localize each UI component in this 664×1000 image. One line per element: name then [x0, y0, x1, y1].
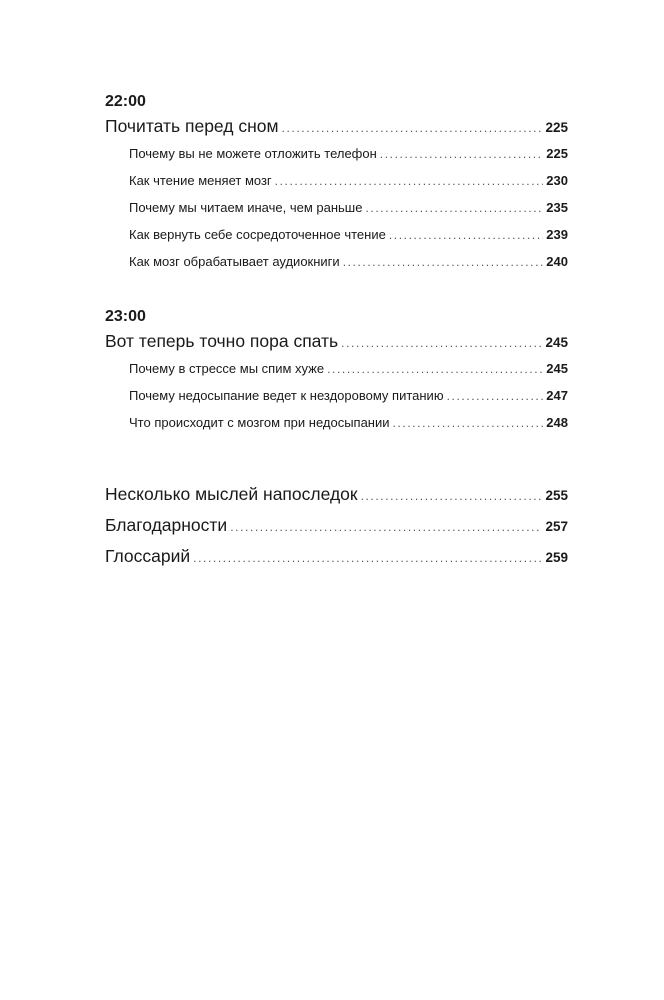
entry-page: 240: [546, 254, 568, 269]
entry-page: 235: [546, 200, 568, 215]
entry-page: 225: [546, 146, 568, 161]
toc-section-2300: [105, 307, 568, 432]
toc-chapter[interactable]: [105, 329, 568, 353]
toc-entry[interactable]: [105, 387, 568, 405]
entry-title: Почему недосыпание ведет к нездоровому питанию: [129, 388, 444, 403]
entry-title: Как вернуть себе сосредоточенное чтение: [129, 227, 386, 242]
chapter-title: Благодарности: [105, 515, 228, 535]
dot-leader: [230, 515, 542, 539]
entry-title: Что происходит с мозгом при недосыпании: [129, 415, 390, 430]
toc-section-2200: [105, 92, 568, 271]
entry-title: Почему в стрессе мы спим хуже: [129, 361, 325, 376]
toc-final-section: [105, 482, 568, 568]
dot-leader: [447, 387, 544, 405]
entry-page: 245: [546, 361, 568, 376]
entry-page: 248: [546, 415, 568, 430]
chapter-page: 259: [545, 550, 568, 565]
entry-title: Почему мы читаем иначе, чем раньше: [129, 200, 363, 215]
toc-entry[interactable]: [105, 414, 568, 432]
dot-leader: [361, 484, 543, 508]
table-of-contents: [105, 92, 568, 568]
entry-title: Как мозг обрабатывает аудиокниги: [129, 254, 340, 269]
dot-leader: [365, 199, 543, 217]
chapter-title: Глоссарий: [105, 546, 191, 566]
dot-leader: [343, 253, 544, 271]
toc-chapter[interactable]: [105, 114, 568, 138]
section-time: 23:00: [105, 308, 146, 325]
entry-title: Как чтение меняет мозг: [129, 173, 272, 188]
toc-entry[interactable]: [105, 226, 568, 244]
chapter-title: Несколько мыслей напоследок: [105, 484, 358, 504]
dot-leader: [389, 226, 543, 244]
toc-entry[interactable]: [105, 172, 568, 190]
dot-leader: [282, 116, 543, 140]
chapter-page: 225: [545, 120, 568, 135]
chapter-page: 245: [545, 335, 568, 350]
entry-page: 230: [546, 173, 568, 188]
dot-leader: [327, 360, 543, 378]
dot-leader: [380, 145, 544, 163]
toc-chapter[interactable]: [105, 513, 568, 537]
toc-entry[interactable]: [105, 199, 568, 217]
chapter-page: 255: [545, 488, 568, 503]
chapter-page: 257: [545, 519, 568, 534]
dot-leader: [393, 414, 544, 432]
toc-chapter[interactable]: [105, 544, 568, 568]
dot-leader: [193, 546, 542, 570]
dot-leader: [275, 172, 544, 190]
chapter-title: Вот теперь точно пора спать: [105, 331, 339, 351]
section-time: 22:00: [105, 93, 146, 110]
toc-chapter[interactable]: [105, 482, 568, 506]
entry-page: 239: [546, 227, 568, 242]
chapter-title: Почитать перед сном: [105, 116, 279, 136]
toc-entry[interactable]: [105, 360, 568, 378]
toc-entry[interactable]: [105, 253, 568, 271]
dot-leader: [341, 331, 542, 355]
toc-entry[interactable]: [105, 145, 568, 163]
entry-title: Почему вы не можете отложить телефон: [129, 146, 377, 161]
entry-page: 247: [546, 388, 568, 403]
